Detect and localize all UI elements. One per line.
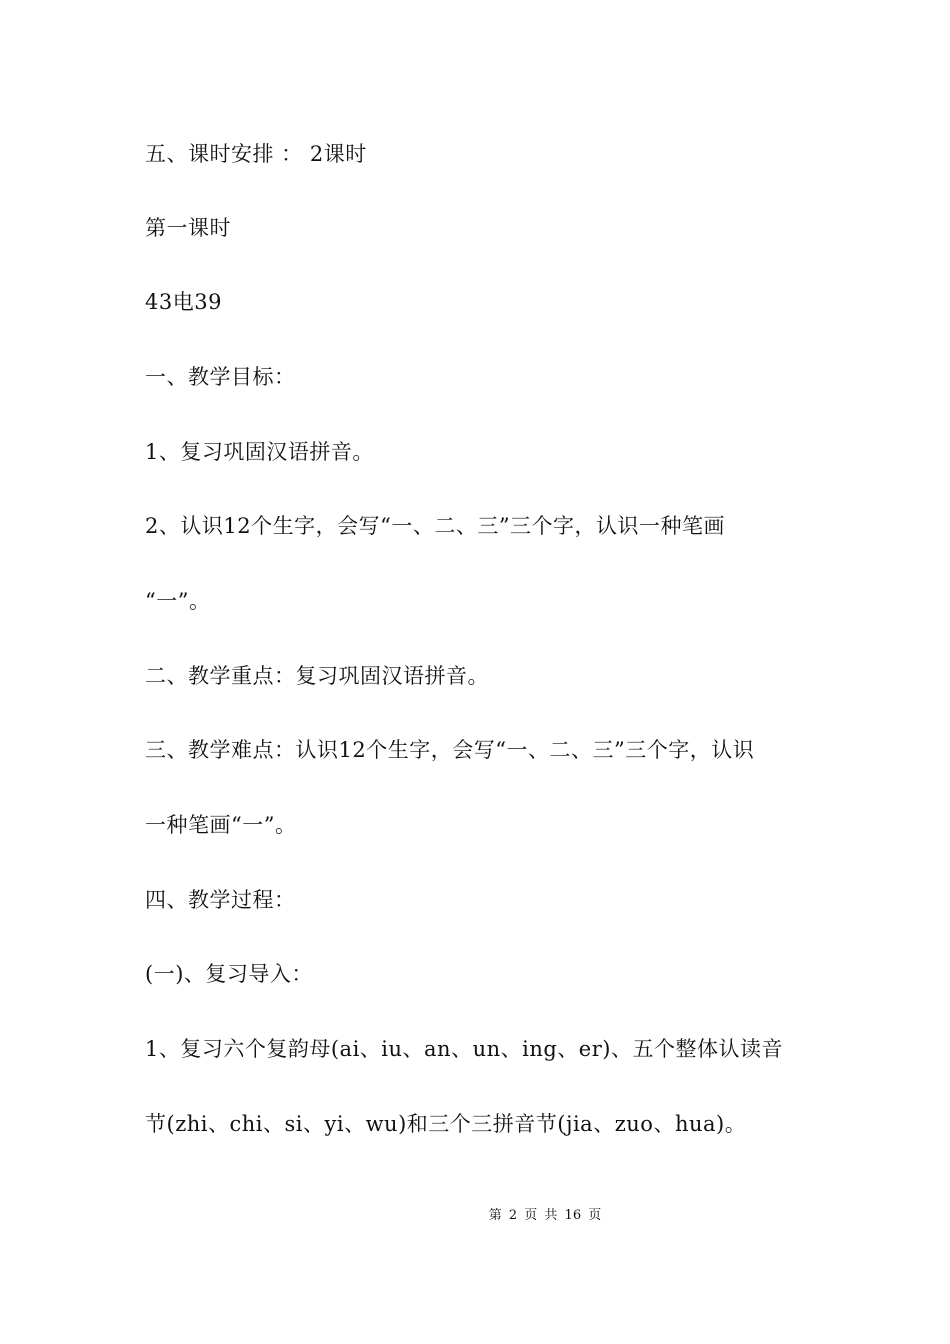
text-line-goal-1: 1、复习巩固汉语拼音。 bbox=[145, 440, 374, 464]
text-line-first-lesson: 第一课时 bbox=[145, 216, 231, 240]
text-line-difficulties-continued: 一种笔画“一”。 bbox=[145, 813, 297, 837]
text-line-teaching-process-heading: 四、教学过程： bbox=[145, 888, 296, 912]
text-line-key-points: 二、教学重点：复习巩固汉语拼音。 bbox=[145, 664, 489, 688]
text-line-difficulties: 三、教学难点：认识12个生字，会写“一、二、三”三个字，认识 bbox=[145, 738, 755, 762]
text-line-teaching-goals-heading: 一、教学目标： bbox=[145, 365, 296, 389]
text-line-goal-2-continued: “一”。 bbox=[145, 589, 211, 613]
text-line-review-item-1-continued: 节(zhi、chi、si、yi、wu)和三个三拼音节(jia、zuo、hua)。 bbox=[145, 1112, 747, 1136]
text-line-review-item-1: 1、复习六个复韵母(ai、iu、an、un、ing、er)、五个整体认读音 bbox=[145, 1037, 783, 1061]
text-line-class-hours: 五、课时安排 ： 2课时 bbox=[145, 142, 367, 166]
page-number-footer: 第 2 页 共 16 页 bbox=[488, 1208, 602, 1223]
text-line-code: 43电39 bbox=[145, 290, 222, 314]
text-line-review-intro: (一)、复习导入： bbox=[145, 962, 313, 986]
text-line-goal-2: 2、认识12个生字，会写“一、二、三”三个字，认识一种笔画 bbox=[145, 514, 726, 538]
